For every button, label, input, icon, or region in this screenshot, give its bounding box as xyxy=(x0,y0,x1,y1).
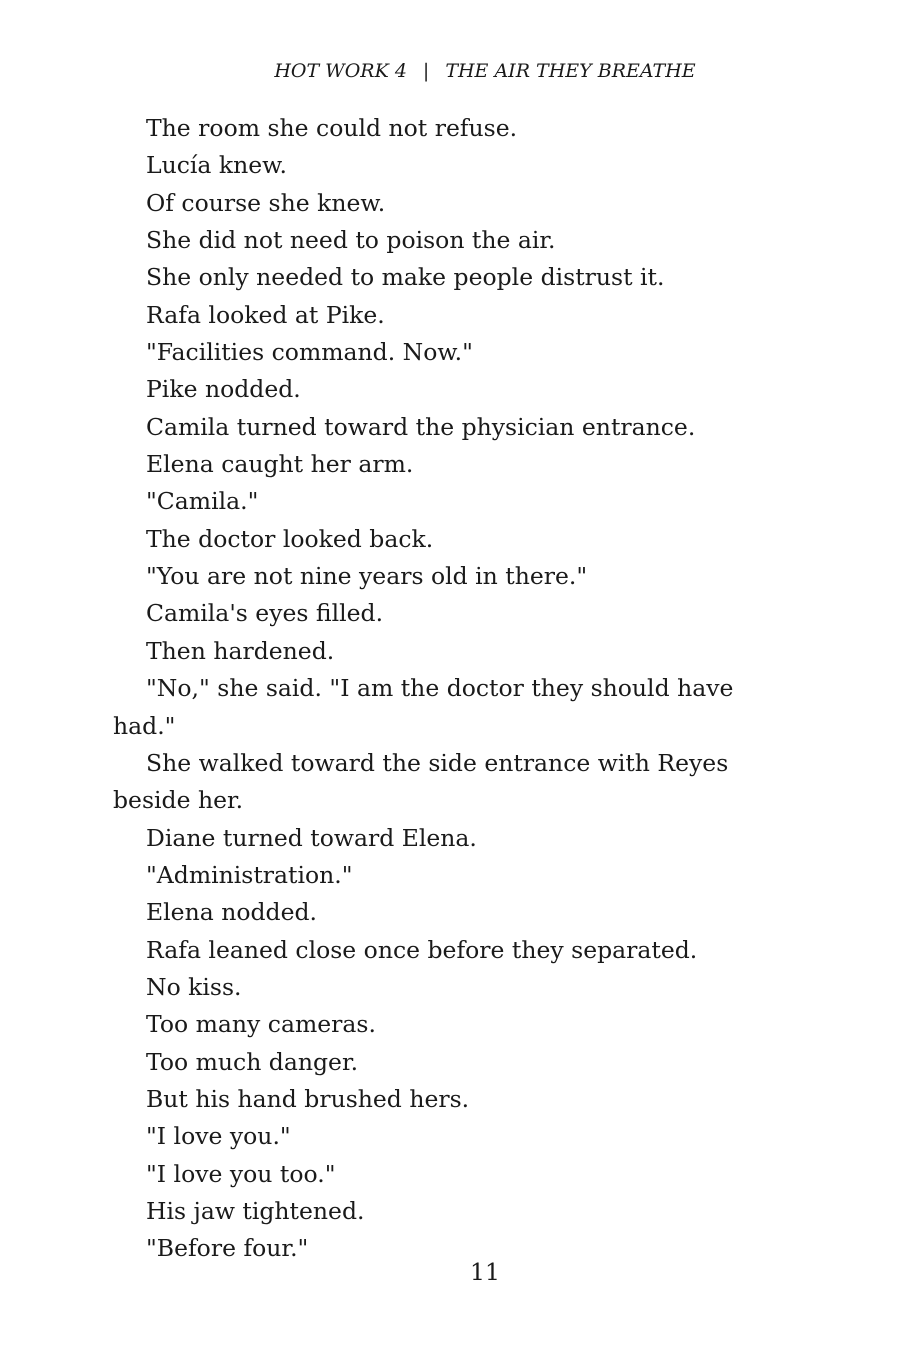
paragraph: Too much danger. xyxy=(146,1047,359,1076)
paragraph: She walked toward the side entrance with Reyes beside her. xyxy=(113,748,729,815)
paragraph: Camila's eyes filled. xyxy=(146,599,384,628)
paragraph: Rafa looked at Pike. xyxy=(146,300,385,329)
paragraph: Elena caught her arm. xyxy=(146,450,414,479)
paragraph: "I love you too." xyxy=(146,1159,336,1188)
paragraph: She only needed to make people distrust it. xyxy=(146,263,665,292)
paragraph: His jaw tightened. xyxy=(146,1196,365,1225)
running-header xyxy=(0,60,900,82)
paragraph: Too many cameras. xyxy=(146,1010,376,1039)
book-title: HOT WORK 4 xyxy=(274,60,407,82)
paragraph: "Camila." xyxy=(146,487,259,516)
paragraph: The room she could not refuse. xyxy=(146,114,518,142)
paragraph: "Before four." xyxy=(146,1234,309,1263)
paragraph: The doctor looked back. xyxy=(146,524,434,553)
chapter-title: THE AIR THEY BREATHE xyxy=(445,60,696,82)
paragraph: Then hardened. xyxy=(146,636,335,665)
paragraph: She did not need to poison the air. xyxy=(146,226,556,255)
paragraph: Diane turned toward Elena. xyxy=(146,823,477,852)
header-separator: | xyxy=(422,60,430,82)
paragraph: Rafa leaned close once before they separated. xyxy=(146,935,698,964)
paragraph: "Facilities command. Now." xyxy=(146,338,473,367)
paragraph: Of course she knew. xyxy=(146,188,386,217)
paragraph: But his hand brushed hers. xyxy=(146,1084,470,1113)
page-number: 11 xyxy=(470,1258,500,1286)
paragraph: "You are not nine years old in there." xyxy=(146,562,588,591)
paragraph: "No," she said. "I am the doctor they should have had." xyxy=(113,674,734,740)
paragraph: "Administration." xyxy=(146,860,353,889)
body-text xyxy=(113,110,803,1268)
paragraph: Camila turned toward the physician entrance. xyxy=(146,412,696,441)
paragraph: Lucía knew. xyxy=(146,151,287,180)
paragraph: Elena nodded. xyxy=(146,898,317,927)
paragraph: No kiss. xyxy=(146,972,242,1001)
paragraph: Pike nodded. xyxy=(146,375,301,404)
paragraph: "I love you." xyxy=(146,1122,291,1151)
